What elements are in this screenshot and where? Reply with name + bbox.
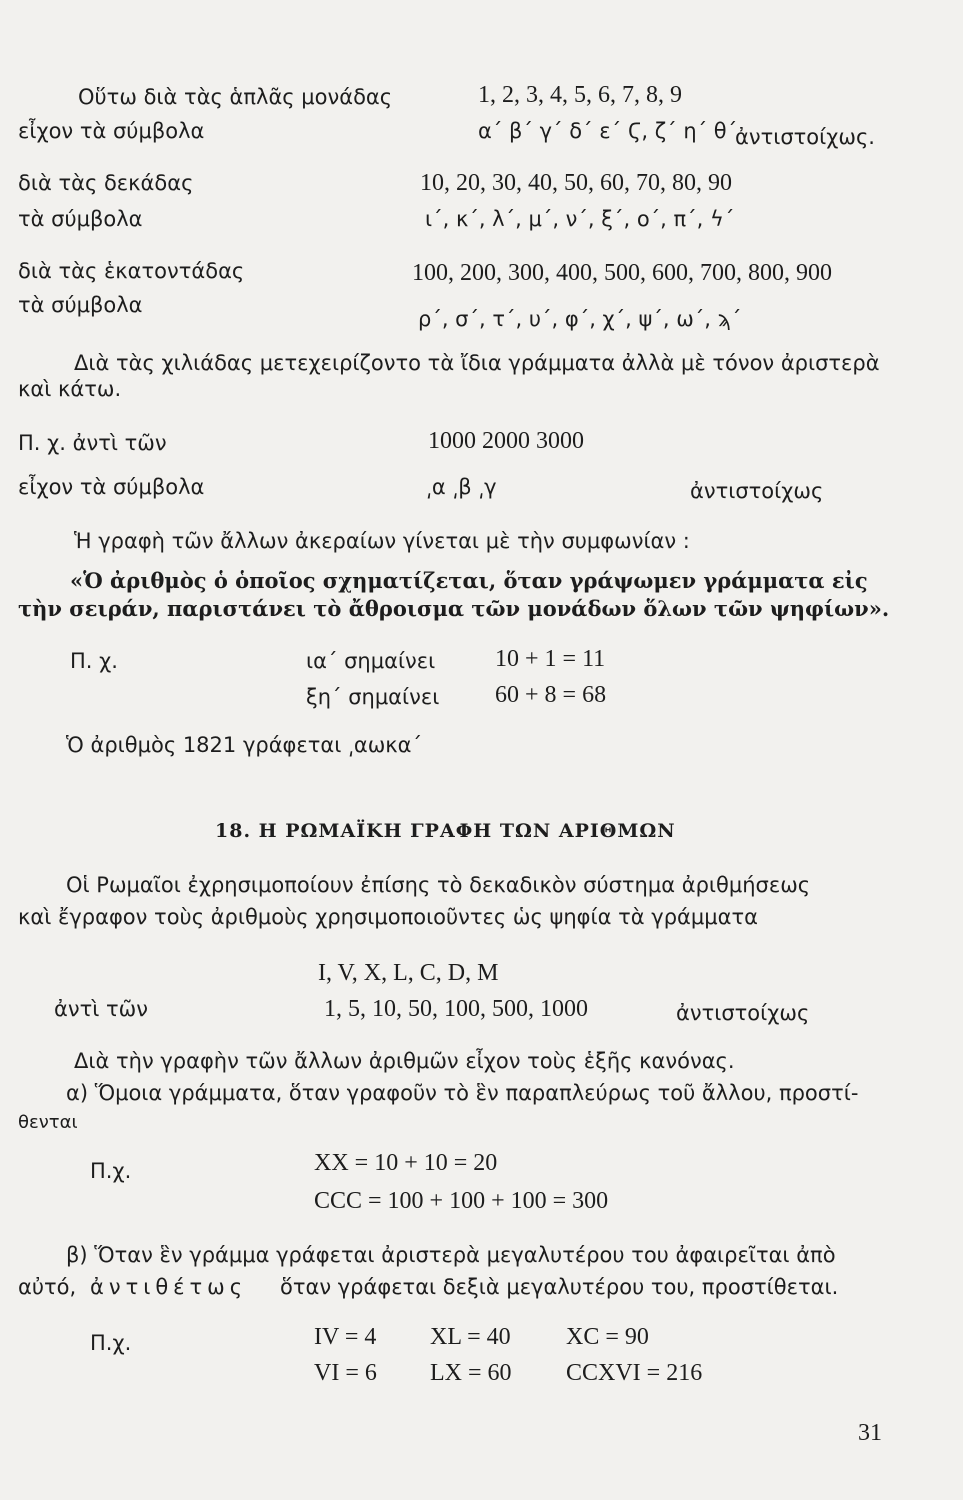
roman-letters: I, V, X, L, C, D, M (318, 960, 499, 986)
rule-b-line-2-start: αὐτό, (18, 1275, 77, 1299)
rule-b-line-2-end: ὅταν γράφεται δεξιὰ μεγαλυτέρου του, προστίθεται. (280, 1275, 839, 1299)
roman-intro-line-1: Οἱ Ρωμαῖοι ἐχρησιμοποίουν ἐπίσης τὸ δεκαδικὸν σύστημα ἀριθμήσεως (66, 873, 811, 897)
example-xx: XX = 10 + 10 = 20 (314, 1150, 498, 1176)
example-vi: VI = 6 (314, 1360, 377, 1386)
rule-a-line-2: θενται (18, 1112, 78, 1133)
example-xc: XC = 90 (566, 1324, 649, 1350)
rule-b-line-2-spaced: ἀντιθέτως (90, 1275, 248, 1299)
dekades-numbers: 10, 20, 30, 40, 50, 60, 70, 80, 90 (420, 170, 732, 196)
dekades-symbols-label: τὰ σύμβολα (18, 207, 143, 231)
monades-label: Οὕτω διὰ τὰς ἁπλᾶς μονάδας (78, 85, 393, 109)
thousands-symbols-label: εἶχον τὰ σύμβολα (18, 475, 205, 499)
page-number: 31 (858, 1420, 882, 1446)
thousands-symbols: ͵α ͵β ͵γ (426, 475, 497, 499)
roman-values: 1, 5, 10, 50, 100, 500, 1000 (324, 996, 588, 1022)
monades-symbols: α΄ β΄ γ΄ δ΄ ε΄ Ϛ, ζ΄ η΄ θ΄ (478, 119, 738, 143)
rule-line-1: «Ὁ ἀριθμὸς ὁ ὁποῖος σχηματίζεται, ὅταν γράψωμεν γράμματα εἰς (70, 568, 868, 593)
chiliades-line-1: Διὰ τὰς χιλιάδας μετεχειρίζοντο τὰ ἴδια γράμματα ἀλλὰ μὲ τόνον ἀριστερὰ (74, 351, 880, 375)
example-ccxvi: CCXVI = 216 (566, 1360, 703, 1386)
example-label-2: Π. χ. (70, 649, 118, 673)
example-label-1: Π. χ. ἀντὶ τῶν (18, 431, 167, 455)
dekades-symbols: ι΄, κ΄, λ΄, μ΄, ν΄, ξ΄, ο΄, π΄, ϟ΄ (425, 207, 735, 231)
roman-anti: ἀντὶ τῶν (54, 997, 148, 1021)
example-label-4: Π.χ. (90, 1331, 132, 1355)
thousands-respectively: ἀντιστοίχως (690, 479, 824, 503)
ekatontades-label: διὰ τὰς ἑκατοντάδας (18, 259, 245, 283)
example-2-value: 60 + 8 = 68 (495, 682, 607, 708)
example-label-3: Π.χ. (90, 1159, 132, 1183)
example-lx: LX = 60 (430, 1360, 512, 1386)
dekades-label: διὰ τὰς δεκάδας (18, 171, 194, 195)
rules-intro: Διὰ τὴν γραφὴν τῶν ἄλλων ἀριθμῶν εἶχον τοὺς ἑξῆς κανόνας. (74, 1049, 735, 1073)
example-1-symbol: ια΄ σημαίνει (306, 649, 436, 673)
year-line: Ὁ ἀριθμὸς 1821 γράφεται ͵αωκα΄ (66, 733, 423, 757)
monades-numbers: 1, 2, 3, 4, 5, 6, 7, 8, 9 (478, 82, 682, 108)
ekatontades-symbols-label: τὰ σύμβολα (18, 293, 143, 317)
example-xl: XL = 40 (430, 1324, 511, 1350)
monades-respectively: ἀντιστοίχως. (735, 125, 875, 149)
section-heading: 18. Η ΡΩΜΑΪΚΗ ΓΡΑΦΗ ΤΩΝ ΑΡΙΘΜΩΝ (215, 820, 676, 842)
example-iv: IV = 4 (314, 1324, 377, 1350)
rule-line-2: τὴν σειράν, παριστάνει τὸ ἄθροισμα τῶν μονάδων ὅλων τῶν ψηφίων». (18, 596, 890, 621)
example-2-symbol: ξη΄ σημαίνει (306, 685, 440, 709)
rule-a-line-1: α) Ὅμοια γράμματα, ὅταν γραφοῦν τὸ ἓν παραπλεύρως τοῦ ἄλλου, προστί- (66, 1081, 859, 1105)
roman-intro-line-2: καὶ ἔγραφον τοὺς ἀριθμοὺς χρησιμοποιοῦντες ὡς ψηφία τὰ γράμματα (18, 905, 758, 929)
example-1-value: 10 + 1 = 11 (495, 646, 606, 672)
writing-others: Ἡ γραφὴ τῶν ἄλλων ἀκεραίων γίνεται μὲ τὴν συμφωνίαν : (74, 529, 690, 553)
roman-respectively: ἀντιστοίχως (676, 1001, 810, 1025)
rule-b-line-1: β) Ὅταν ἓν γράμμα γράφεται ἀριστερὰ μεγαλυτέρου του ἀφαιρεῖται ἀπὸ (66, 1243, 836, 1267)
ekatontades-numbers: 100, 200, 300, 400, 500, 600, 700, 800, 900 (412, 260, 832, 286)
monades-symbols-label: εἶχον τὰ σύμβολα (18, 119, 205, 143)
example-ccc: CCC = 100 + 100 + 100 = 300 (314, 1188, 609, 1214)
chiliades-line-2: καὶ κάτω. (18, 377, 122, 401)
thousands-numbers: 1000 2000 3000 (428, 428, 584, 454)
ekatontades-symbols: ρ΄, σ΄, τ΄, υ΄, φ΄, χ΄, ψ΄, ω΄, ϡ΄ (418, 307, 742, 331)
